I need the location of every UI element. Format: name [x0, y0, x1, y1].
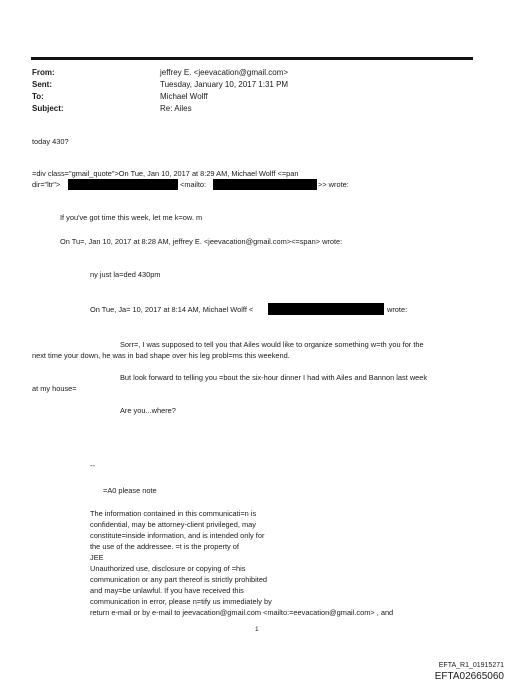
wolff-quote-b: wrote:	[387, 305, 408, 314]
disclaimer-line: The information contained in this communicati=n is	[90, 509, 257, 518]
quote-line-2a: dir="ltr">	[32, 180, 61, 189]
quote-line-2b: <mailto:	[180, 180, 207, 189]
disclaimer-line: the use of the addressee. =t is the property of	[90, 542, 239, 551]
page-number: 1	[255, 626, 259, 633]
to-label: To:	[32, 92, 44, 101]
disclaimer-line: return e-mail or by e-mail to jeevacation@gmail.com <mailto:=eevacation@gmail.com> , and	[90, 608, 394, 617]
disclaimer-line: constitute=inside information, and is intended only for	[90, 531, 265, 540]
wolff-quote-a: On Tue, Ja= 10, 2017 at 8:14 AM, Michael Wolff <	[90, 305, 254, 314]
body-line-today: today 430?	[32, 137, 69, 146]
from-label: From:	[32, 68, 55, 77]
from-value: jeffrey E. <jeevacation@gmail.com>	[160, 68, 289, 77]
forward-line-2: at my house=	[32, 384, 77, 393]
sent-value: Tuesday, January 10, 2017 1:31 PM	[160, 80, 289, 89]
disclaimer-line: communication in error, please n=tify us immediately by	[90, 597, 272, 606]
disclaimer-line: confidential, may be attorney-client privileged, may	[90, 520, 256, 529]
jeffrey-reply: ny just la=ded 430pm	[90, 270, 161, 279]
sorry-line-1: Sorr=, I was supposed to tell you that Ailes would like to organize something w=th you for the	[120, 340, 424, 349]
sorry-line-2: next time your down, he was in bad shape over his leg probl=ms this weekend.	[32, 351, 290, 360]
disclaimer-line: Unauthorized use, disclosure or copying of =his	[90, 564, 246, 573]
wolff-reply-1: If you've got time this week, let me k=ow. m	[60, 213, 203, 222]
disclaimer-block	[90, 508, 393, 618]
forward-line-1: But look forward to telling you =bout the six-hour dinner I had with Ailes and Bannon last week	[120, 373, 428, 382]
sent-label: Sent:	[32, 80, 52, 89]
disclaimer-line: and may=be unlawful. If you have received this	[90, 586, 244, 595]
redaction-box	[268, 303, 384, 315]
redaction-box	[68, 179, 178, 190]
where-line: Are you...where?	[120, 406, 176, 415]
signature-dashes: --	[90, 461, 95, 470]
quote-line-1: =div class="gmail_quote">On Tue, Jan 10, 2017 at 8:29 AM, Michael Wolff <=pan	[32, 169, 299, 178]
efta-code-large: EFTA02665060	[434, 671, 504, 682]
disclaimer-line: communication or any part thereof is strictly prohibited	[90, 575, 268, 584]
jeffrey-quote-line: On Tu=, Jan 10, 2017 at 8:28 AM, jeffrey E. <jeevacation@gmail.com><=span> wrote:	[60, 237, 343, 246]
redaction-box	[213, 179, 317, 190]
disclaimer-line: JEE	[90, 553, 104, 562]
note-line: =A0 please note	[103, 486, 157, 495]
subject-label: Subject:	[32, 104, 64, 113]
to-value: Michael Wolff	[160, 92, 208, 101]
subject-value: Re: Ailes	[160, 104, 192, 113]
efta-code-small: EFTA_R1_01915271	[438, 662, 504, 669]
quote-line-2c: >> wrote:	[318, 180, 349, 189]
header-rule	[31, 57, 473, 60]
